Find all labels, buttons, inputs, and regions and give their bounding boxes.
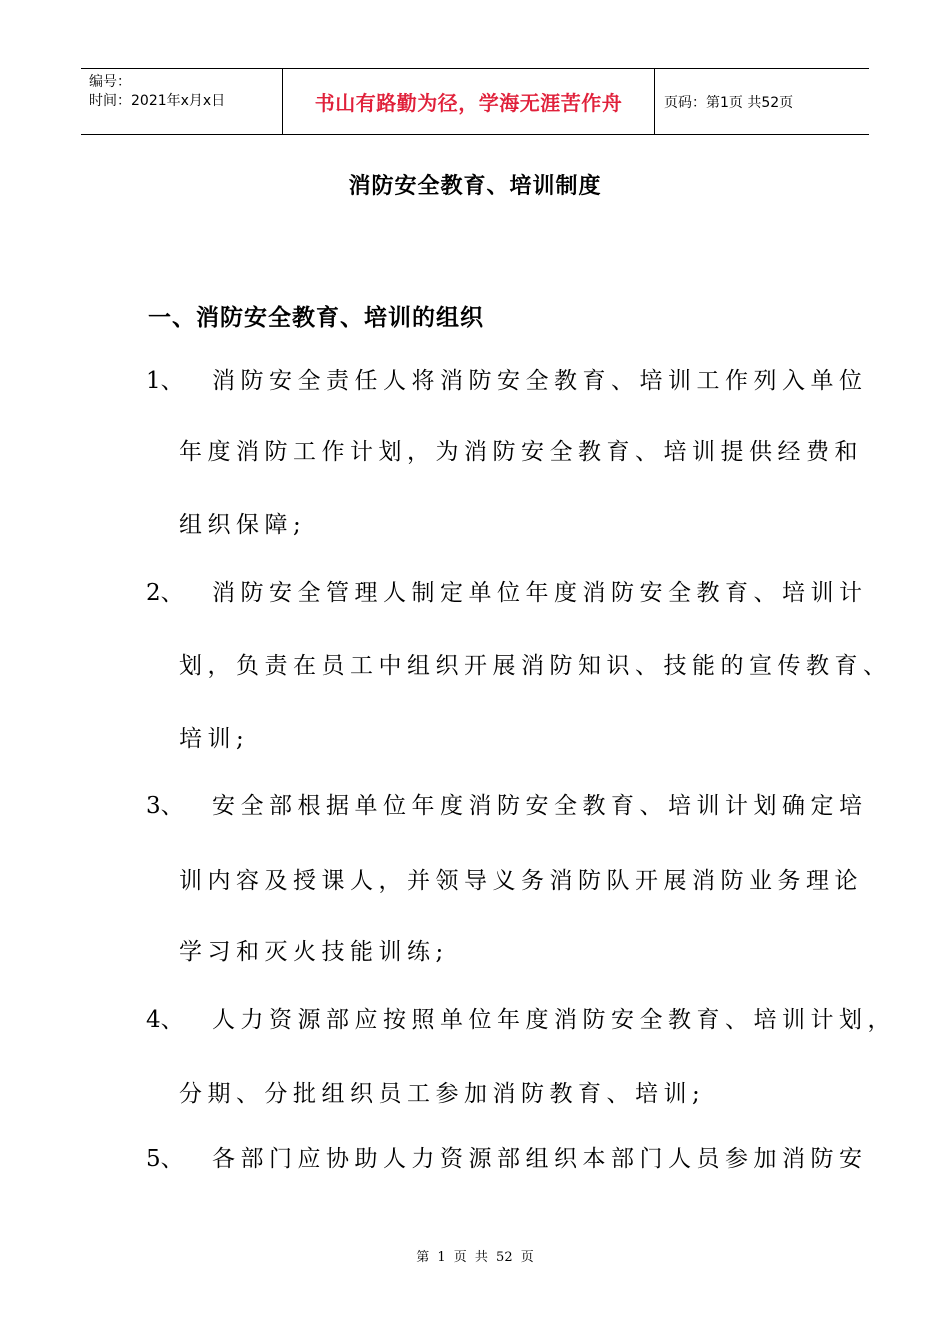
item-number: 1、 <box>146 368 184 394</box>
item-text-line: 年度消防工作计划，为消防安全教育、培训提供经费和 <box>179 439 863 465</box>
header-motto: 书山有路勤为径，学海无涯苦作舟 <box>314 91 623 115</box>
item-text-line: 消防安全责任人将消防安全教育、培训工作列入单位 <box>212 368 868 394</box>
document-date: 时间：2021年x月x日 <box>89 93 226 109</box>
item-text-line: 培训; <box>179 726 250 752</box>
header-page-cell <box>655 69 869 134</box>
item-text-line: 组织保障; <box>179 512 307 538</box>
item-number: 3、 <box>146 793 184 819</box>
header-meta-cell <box>81 69 282 134</box>
header-motto-cell <box>282 69 655 134</box>
section-heading: 一、消防安全教育、培训的组织 <box>148 305 484 331</box>
item-text-line: 划，负责在员工中组织开展消防知识、技能的宣传教育、 <box>179 653 892 679</box>
item-number: 2、 <box>146 580 184 606</box>
item-text-line: 人力资源部应按照单位年度消防安全教育、培训计划， <box>212 1007 896 1033</box>
item-number: 5、 <box>146 1146 184 1172</box>
header-page-info: 页码：第1页 共52页 <box>664 94 794 111</box>
document-number-label: 编号： <box>89 74 131 90</box>
item-text-line: 消防安全管理人制定单位年度消防安全教育、培训计 <box>212 580 868 606</box>
item-text-line: 各部门应协助人力资源部组织本部门人员参加消防安 <box>212 1146 868 1172</box>
document-title: 消防安全教育、培训制度 <box>348 174 602 199</box>
page-footer: 第 1 页 共 52 页 <box>416 1250 534 1265</box>
item-text-line: 学习和灭火技能训练; <box>179 939 449 965</box>
item-text-line: 训内容及授课人，并领导义务消防队开展消防业务理论 <box>179 868 863 894</box>
item-text-line: 安全部根据单位年度消防安全教育、培训计划确定培 <box>212 793 868 819</box>
item-number: 4、 <box>146 1007 184 1033</box>
item-text-line: 分期、分批组织员工参加消防教育、培训; <box>179 1081 706 1107</box>
document-header <box>81 68 869 135</box>
